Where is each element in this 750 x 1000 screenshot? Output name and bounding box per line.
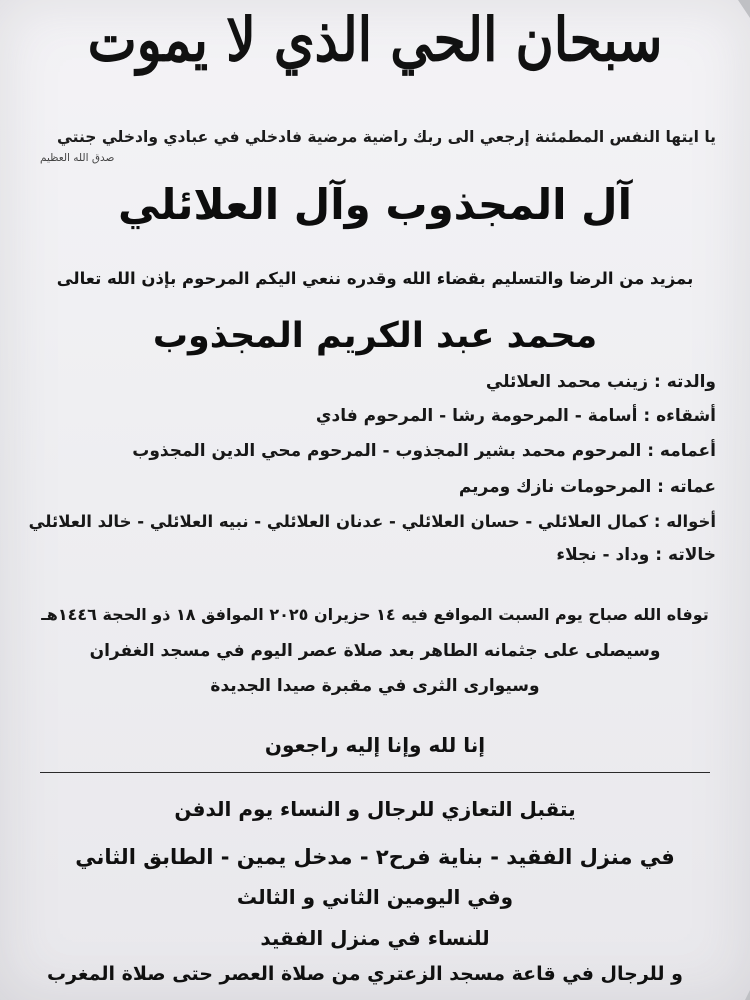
section-divider — [40, 772, 710, 773]
deceased-name: محمد عبد الكريم المجذوب — [152, 316, 598, 356]
condolence-line-2: في منزل الفقيد - بناية فرح٢ - مدخل يمين - الطابق الثاني — [75, 845, 675, 869]
relative-line-siblings: أشقاءه : أسامة - المرحومة رشا - المرحوم فادي — [315, 406, 716, 426]
condolence-line-4: للنساء في منزل الفقيد — [260, 926, 490, 950]
closing-phrase: إنا لله وإنا إليه راجعون — [264, 733, 486, 757]
calligraphy-heading: سبحان الحي الذي لا يموت — [87, 5, 663, 76]
condolence-line-3: وفي اليومين الثاني و الثالث — [236, 885, 514, 909]
announcement-intro: بمزيد من الرضا والتسليم بقضاء الله وقدره ننعي اليكم المرحوم بإذن الله تعالى — [56, 269, 694, 288]
death-date-line: توفاه الله صباح يوم السبت الموافع فيه ١٤ حزيران ٢٠٢٥ الموافق ١٨ ذو الحجة ١٤٤٦هـ — [41, 605, 709, 624]
relative-line-maternal-uncles: أخواله : كمال العلائلي - حسان العلائلي - عدنان العلائلي - نبيه العلائلي - خالد العلائلي — [28, 512, 716, 531]
relative-line-maternal-aunts: خالاته : وداد - نجلاء — [556, 545, 716, 565]
relative-line-paternal-aunts: عماته : المرحومات نازك ومريم — [458, 477, 716, 497]
burial-line: وسيوارى الثرى في مقبرة صيدا الجديدة — [210, 676, 540, 696]
condolence-line-5: و للرجال في قاعة مسجد الزعتري من صلاة العصر حتى صلاة المغرب — [46, 963, 683, 985]
quran-verse: يا ايتها النفس المطمئنة إرجعي الى ربك راضية مرضية فادخلي في عبادي وادخلي جنتي — [56, 128, 716, 146]
families-title: آل المجذوب وآل العلائلي — [118, 180, 632, 229]
funeral-prayer-line: وسيصلى على جثمانه الطاهر بعد صلاة عصر اليوم في مسجد الغفران — [89, 641, 661, 661]
relative-line-paternal-uncles: أعمامه : المرحوم محمد بشير المجذوب - المرحوم محي الدين المجذوب — [132, 441, 716, 461]
condolence-line-1: يتقبل التعازي للرجال و النساء يوم الدفن — [174, 797, 576, 821]
sadaq-allah-note: صدق الله العظيم — [40, 152, 115, 164]
relative-line-mother: والدته : زينب محمد العلائلي — [485, 372, 716, 392]
